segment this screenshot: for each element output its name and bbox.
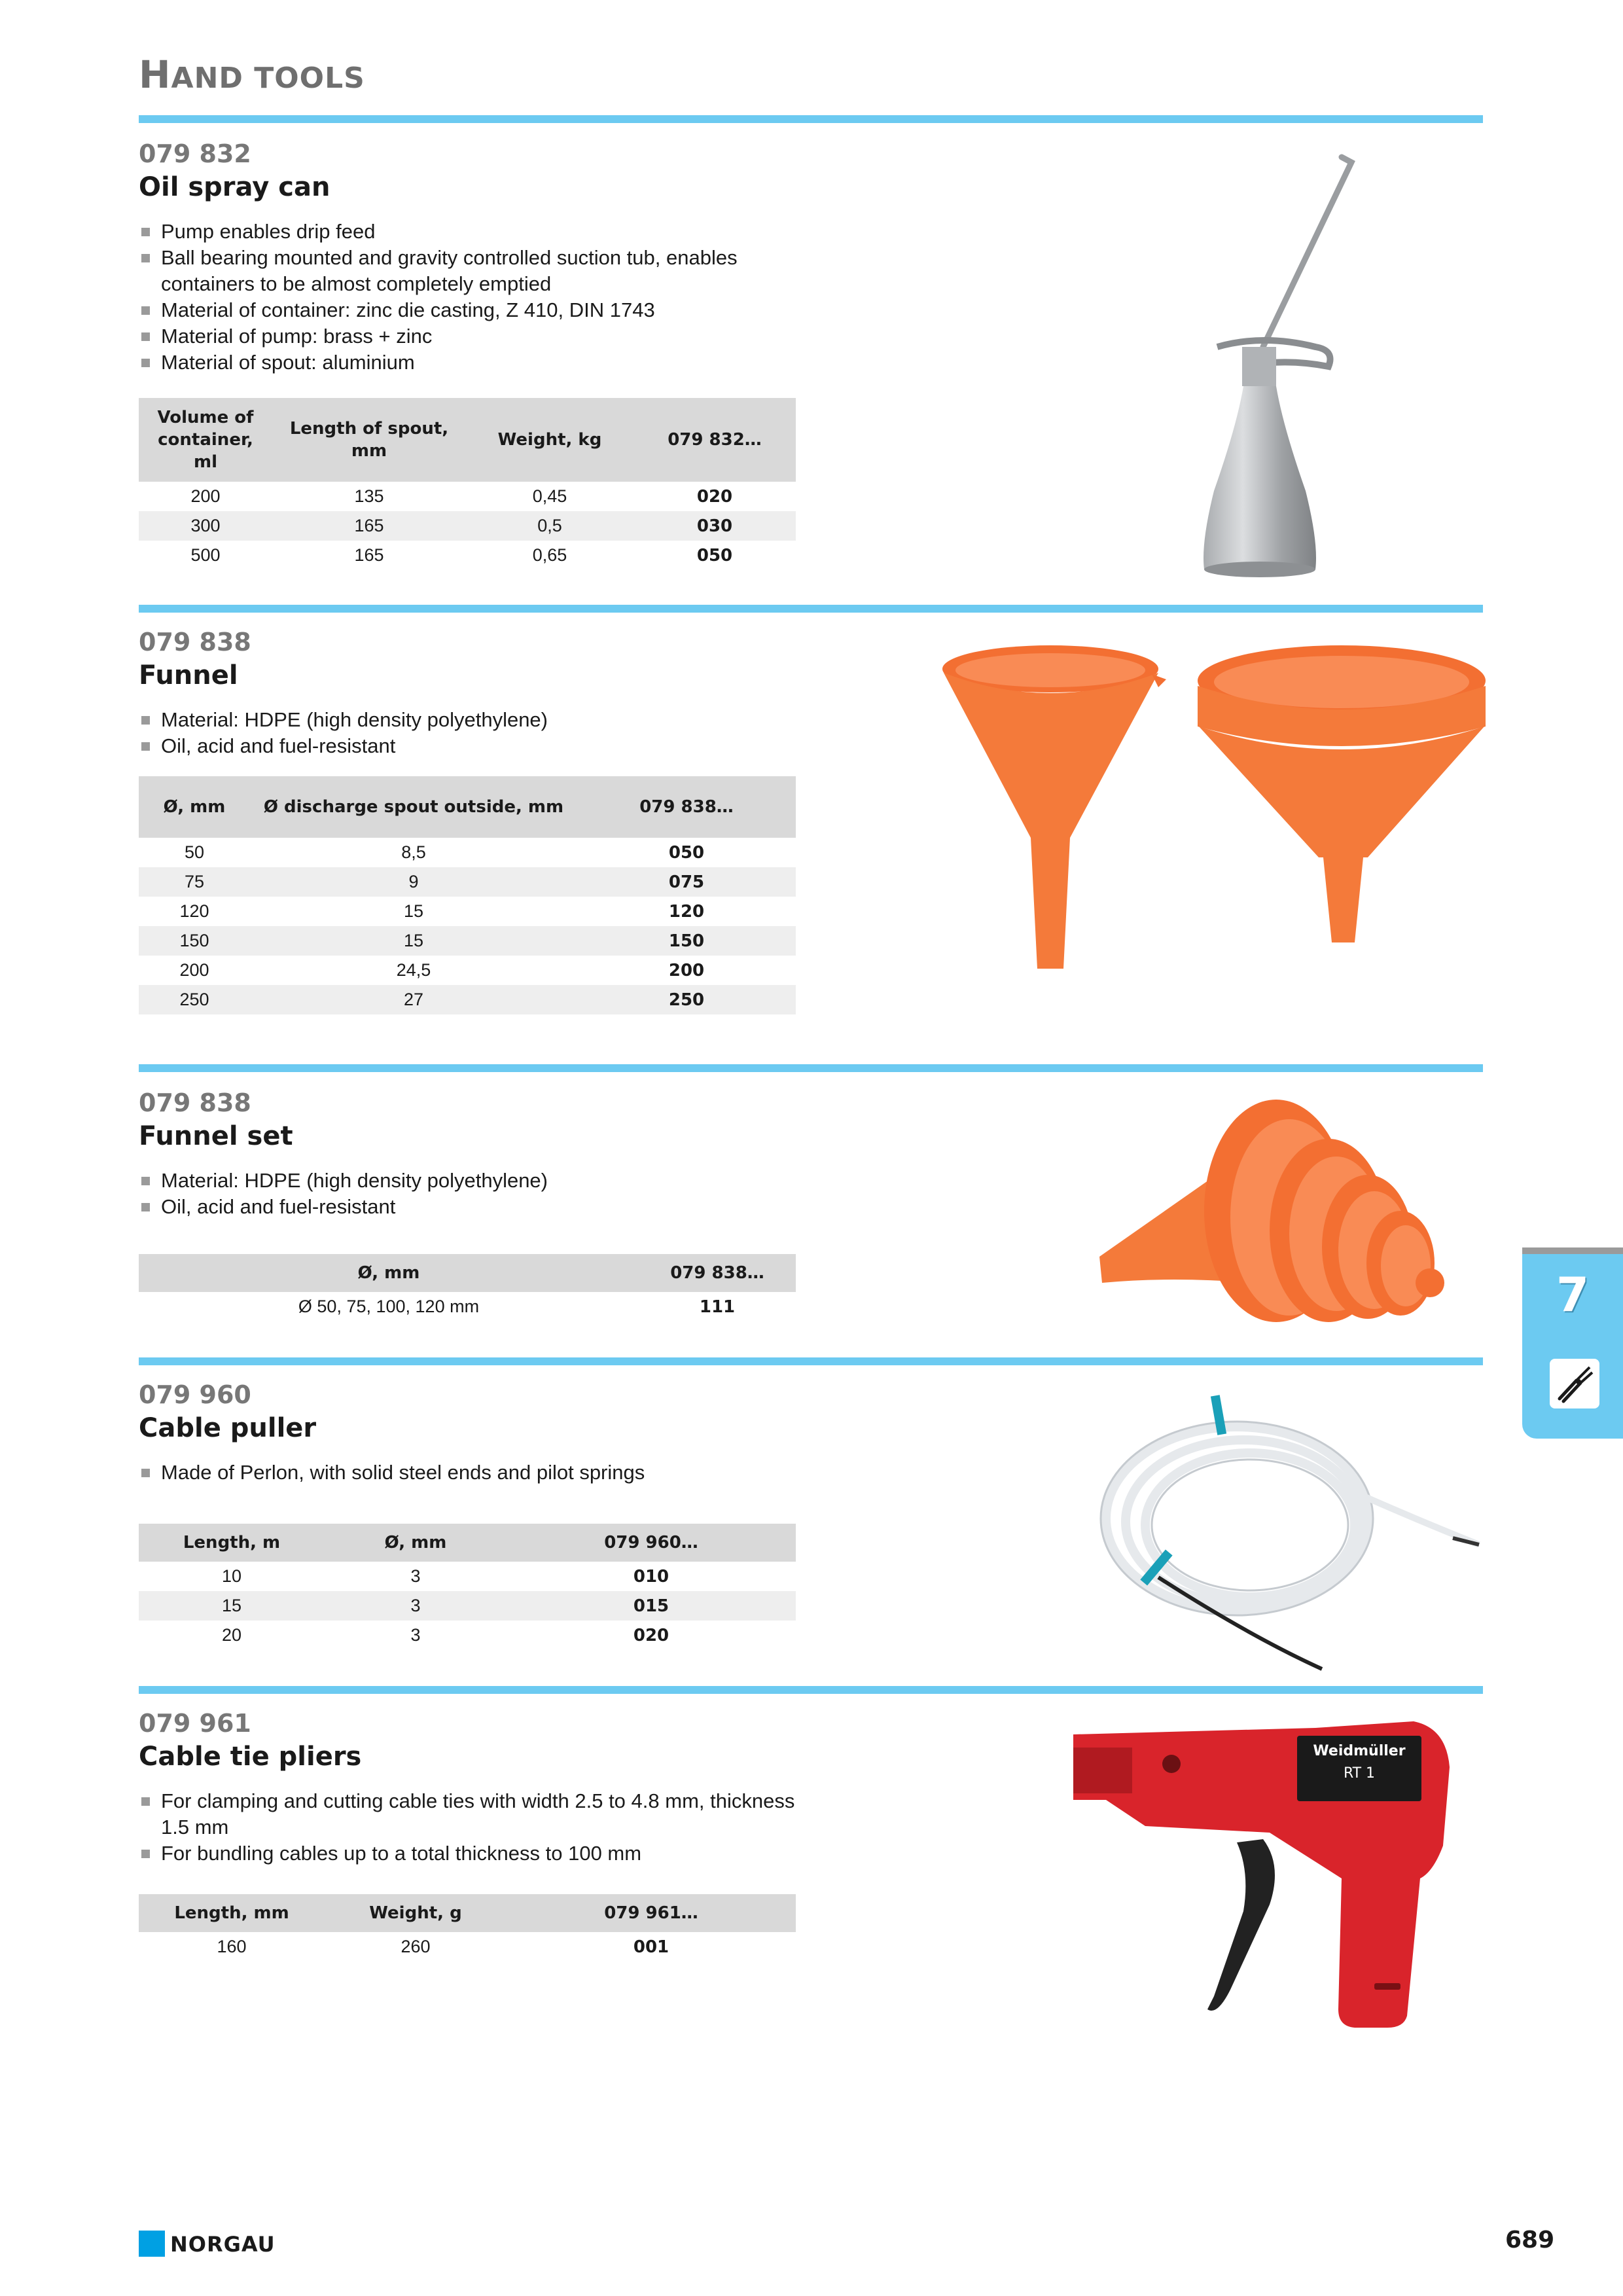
- table-row: [139, 1591, 796, 1621]
- table-header: Length, mm: [139, 1894, 325, 1932]
- feature-item: Oil, acid and fuel-resistant: [139, 733, 806, 759]
- table-cell: 3: [325, 1591, 507, 1621]
- table-row: [139, 1621, 796, 1650]
- table-header: Length, m: [139, 1524, 325, 1562]
- table-header: 079 961…: [507, 1894, 796, 1932]
- feature-item: For clamping and cutting cable ties with width 2.5 to 4.8 mm, thickness 1.5 mm: [139, 1788, 806, 1840]
- section-cable-tie-pliers: [139, 1707, 806, 1867]
- pliers-model-label: RT 1: [1343, 1765, 1376, 1782]
- table-header: Weight, kg: [466, 398, 633, 482]
- section-rule: [139, 1357, 1483, 1365]
- cable-tie-pliers-image: [1067, 1708, 1472, 2029]
- product-title: Funnel set: [139, 1121, 293, 1151]
- feature-list: [139, 219, 806, 376]
- table-header: Ø discharge spout outside, mm: [250, 776, 577, 838]
- table-cell: 030: [633, 511, 796, 541]
- table-cell: 200: [668, 960, 705, 980]
- table-row: [139, 867, 796, 897]
- table-cell: 165: [354, 545, 384, 565]
- table-cell: 050: [696, 545, 733, 565]
- product-title: Cable tie pliers: [139, 1742, 362, 1772]
- brand-logo-square: [139, 2231, 165, 2257]
- table-cell: 75: [139, 867, 250, 897]
- spec-table-funnel: [139, 776, 796, 1014]
- table-header: Ø, mm: [139, 1254, 639, 1292]
- product-title: Funnel: [139, 660, 238, 691]
- table-cell: 0,45: [532, 486, 567, 506]
- feature-list: [139, 1788, 806, 1867]
- spec-table-cable-puller: [139, 1524, 796, 1650]
- feature-item: Made of Perlon, with solid steel ends and pilot springs: [139, 1460, 806, 1486]
- brand-name: NORGAU: [170, 2232, 276, 2257]
- table-header: Ø, mm: [139, 776, 250, 838]
- table-cell: 250: [577, 985, 796, 1014]
- product-title: Cable puller: [139, 1413, 317, 1443]
- table-cell: 20: [221, 1625, 242, 1645]
- side-tab-bar: [1522, 1247, 1623, 1254]
- table-row: [139, 1292, 796, 1321]
- chapter-tab: [1522, 1254, 1623, 1439]
- table-row: [139, 897, 796, 926]
- table-cell: 8,5: [401, 842, 426, 862]
- cable-puller-image: [1086, 1388, 1492, 1689]
- spec-table-oil-spray-can: [139, 398, 796, 570]
- funnel-set-image: [1093, 1086, 1459, 1342]
- table-row: [139, 985, 796, 1014]
- header-rule: [139, 115, 1483, 123]
- table-cell: 260: [401, 1937, 431, 1956]
- section-funnel: [139, 626, 806, 759]
- table-cell: 15: [250, 926, 577, 956]
- pliers-brand-label: Weidmüller: [1313, 1743, 1406, 1759]
- article-code: 079 832: [139, 139, 251, 168]
- feature-list: [139, 707, 806, 759]
- feature-item: Material: HDPE (high density polyethylene): [139, 707, 806, 733]
- table-row: [139, 838, 796, 867]
- table-cell: 3: [410, 1566, 421, 1586]
- table-cell: 27: [250, 985, 577, 1014]
- table-cell: 500: [190, 545, 221, 565]
- funnel-image: [942, 641, 1492, 982]
- table-header: Length of spout, mm: [272, 398, 466, 482]
- table-cell: 200: [179, 960, 209, 980]
- table-cell: 300: [139, 511, 272, 541]
- pliers-icon: [1550, 1359, 1599, 1408]
- feature-item: Material of container: zinc die casting, Z 410, DIN 1743: [139, 297, 806, 323]
- product-title: Oil spray can: [139, 172, 330, 202]
- table-cell: 111: [699, 1297, 736, 1317]
- table-row: [139, 1562, 796, 1591]
- table-cell: 020: [696, 486, 733, 507]
- article-code: 079 838: [139, 628, 251, 656]
- table-cell: 24,5: [396, 960, 431, 980]
- table-cell: 075: [577, 867, 796, 897]
- oil-spray-can-image: [1165, 151, 1374, 583]
- table-cell: 120: [668, 901, 705, 922]
- page-title-rest: AND TOOLS: [171, 62, 365, 95]
- feature-item: Material of pump: brass + zinc: [139, 323, 806, 350]
- feature-item: For bundling cables up to a total thickness to 100 mm: [139, 1840, 806, 1867]
- table-header: Ø, mm: [325, 1524, 507, 1562]
- table-cell: 200: [190, 486, 221, 506]
- feature-list: [139, 1168, 806, 1220]
- page-title: [139, 52, 365, 97]
- page-number: 689: [1505, 2227, 1555, 2253]
- table-row: [139, 541, 796, 570]
- table-cell: 050: [668, 842, 705, 863]
- table-row: [139, 956, 796, 985]
- table-header: 079 838…: [577, 776, 796, 838]
- feature-item: Oil, acid and fuel-resistant: [139, 1194, 806, 1220]
- table-cell: 3: [410, 1625, 421, 1645]
- table-cell: 10: [221, 1566, 242, 1586]
- section-rule: [139, 1686, 1483, 1694]
- feature-item: Ball bearing mounted and gravity controlled suction tub, enables containers to be almost completely emptied: [139, 245, 806, 297]
- table-header: 079 832…: [633, 398, 796, 482]
- table-row: [139, 926, 796, 956]
- section-rule: [139, 605, 1483, 613]
- feature-item: Material: HDPE (high density polyethylene): [139, 1168, 806, 1194]
- chapter-number: 7: [1556, 1267, 1590, 1322]
- table-header: Volume of container, ml: [139, 398, 272, 482]
- table-cell: 020: [633, 1625, 669, 1645]
- table-cell: 165: [272, 511, 466, 541]
- table-cell: Ø 50, 75, 100, 120 mm: [298, 1297, 480, 1316]
- table-header: 079 960…: [507, 1524, 796, 1562]
- table-cell: 135: [354, 486, 384, 506]
- spec-table-funnel-set: [139, 1254, 796, 1321]
- table-header: 079 838…: [639, 1254, 796, 1292]
- table-header: Weight, g: [325, 1894, 507, 1932]
- page-title-initial: H: [139, 52, 171, 97]
- article-code: 079 838: [139, 1088, 251, 1117]
- table-cell: 15: [403, 901, 424, 921]
- table-cell: 250: [139, 985, 250, 1014]
- table-cell: 0,5: [466, 511, 633, 541]
- table-cell: 015: [507, 1591, 796, 1621]
- table-cell: 001: [633, 1937, 669, 1957]
- table-cell: 50: [184, 842, 205, 862]
- section-funnel-set: [139, 1086, 806, 1220]
- table-row: [139, 482, 796, 511]
- spec-table-cable-tie-pliers: [139, 1894, 796, 1962]
- section-cable-puller: [139, 1378, 806, 1486]
- feature-item: Material of spout: aluminium: [139, 350, 806, 376]
- table-cell: 150: [577, 926, 796, 956]
- section-oil-spray-can: [139, 137, 806, 376]
- table-cell: 9: [250, 867, 577, 897]
- feature-item: Pump enables drip feed: [139, 219, 806, 245]
- article-code: 079 961: [139, 1709, 251, 1738]
- article-code: 079 960: [139, 1380, 251, 1409]
- feature-list: [139, 1460, 806, 1486]
- table-cell: 0,65: [532, 545, 567, 565]
- table-cell: 15: [139, 1591, 325, 1621]
- table-cell: 120: [179, 901, 209, 921]
- table-row: [139, 511, 796, 541]
- section-rule: [139, 1064, 1483, 1072]
- table-cell: 150: [139, 926, 250, 956]
- table-cell: 010: [633, 1566, 669, 1587]
- table-row: [139, 1932, 796, 1962]
- table-cell: 160: [217, 1937, 247, 1956]
